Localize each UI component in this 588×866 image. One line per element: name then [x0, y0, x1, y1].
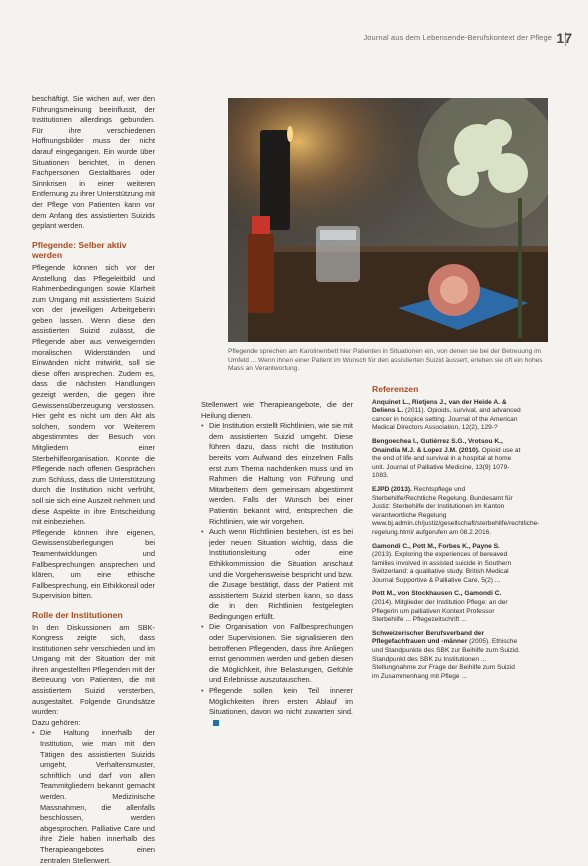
reference-entry: [372, 399, 522, 433]
reference-text: (2014). Mitglieder der Institution Pflege: an der Pflegerin um palliativen Kontext Professor Sterbehilfe ... Pflegezeitschrift ...: [372, 599, 508, 624]
references-heading: Referenzen: [372, 384, 419, 394]
running-header: [0, 30, 588, 48]
reference-text: (2013). Exploring the experiences of bereaved families involved in assisted suicide in Southern Switzerland: a qualitative study. British Medical Journal Supportive & Palliative Care, 5(2) ...: [372, 551, 512, 584]
reference-text: Rechtspflege und Sterbehilfe/Rechtliche Regelung. Bundesamt für Justiz: Sterbehilfe der Institutionen im Kanton verantwortliche Regelung www.bj.admin.ch/justiz/gesellschaft/sterbehilfe/rechtliche-regelung.html/ aufgerufen am 08.2.2016.: [372, 485, 540, 536]
intro-paragraph: beschäftigt. Sie wichen auf, wer den Führungsmeinung beeinflusst, der Institutionen allerdings gebunden. Für ihre verschiedenen Hoffnungsbilder muss der nicht darauf eingegangen. Ein wurde über Situationen berichtet, in denen Fachpersonen Gestaltbares oder Sinnkrisen in einer weiteren Entfernung zu ihrer Unterstützung mit der Pflege von Patienten kann vor dem Anfang des assistierten Suizids geplant werden.: [32, 94, 155, 231]
reference-entry: [372, 590, 522, 624]
page-number: 17: [556, 30, 572, 46]
text-column-left: [32, 94, 155, 866]
section-paragraph: Pflegende können ihre eigenen, Gewissensüberlegungen bei Teamentwicklungen und Fallbesprechungen ansprechen und klären, um eine ethische Fallbesprechung, ein Ethikkonsil oder Supervision bitten.: [32, 527, 155, 601]
section-heading-pflegende: Pflegende: Selber aktiv werden: [32, 239, 127, 261]
article-end-mark: [213, 720, 219, 726]
list-item: • Die Haltung innerhalb der Institution, wie man mit den Tätigen des assistierten Suizids umgeht, Verhaltensmuster, schriftlich und darf von allen Teammitgliedern bekannt gemacht werden. Medizinische Massnahmen, die allenfalls beschlossen, werden abgesprochen. Palliative Care und ihre Ziele haben innerhalb des Therapieangebotes einen zentralen Stellenwert.: [32, 728, 155, 866]
reference-entry: [372, 485, 540, 538]
list-item-text: Pflegende sollen kein Teil innerer Möglichkeiten ihren ersten Ablauf im Situationen, davon wo nicht zuwarten sind.: [209, 686, 353, 717]
reference-entry: [372, 438, 522, 481]
list-item: • Die Organisation von Fallbesprechungen oder Supervisionen. Sie signalisieren den betroffenen Pflegenden, dass ihre Anliegen ernst genommen werden und geben diesen die Möglichkeit, ihre Belastungen, Gefühle und Erlebnisse auszutauschen.: [201, 622, 353, 686]
section-paragraph: In den Diskussionen am SBK-Kongress zeigte sich, dass Institutionen sehr verschieden und im Umgang mit der Situation der mit ihren angestellten Pflegenden mit der Betreuung von Patienten, die mit assistiertem Suizid versterben, ausgestaltet. Folgende Grundsätze wurden:: [32, 622, 155, 717]
list-lead: Dazu gehören:: [32, 717, 81, 727]
reference-text: (2011). Opioids, survival, and advanced cancer in hospice setting. Journal of the American Medical Directors Association, 12(2), 129-?: [372, 407, 521, 432]
reference-authors: EJPD (2013).: [372, 485, 412, 493]
running-title: Journal aus dem Lebensende-Berufskontext der Pflege: [363, 33, 552, 42]
text-column-middle: [201, 400, 353, 728]
section-paragraph: Pflegende können sich vor der Anstellung das Pflegeleitbild und Rahmenbedingungen sowie Klarheit zum Umgang mit assistiertem Suizid von der jeweiligen Arbeitgeberin geben lassen. Wenn diese den assistierten Suizid zulässt, die Pflegende aber aus verweigernden moralischen Widerständen und Einwänden nicht mitwirkt, soll sie diese offen ansprechen. Zudem es, dass die nächsten Handlungen gezeigt werden, die gegen ihre Gewissensüberzeugung verstossen. Hier geht es nicht um den Akt als solchen, sondern vor Weiterem abgestimmtes der Besuch von Mitgliedern einer Sterbehilfeorganisation. Konnte die Pflegende nach offenen Gesprächen zum Schluss, dass die Unterstützung durch die Institution nicht verfrüht, soll sie sich eine Auszeit nehmen und diese Aspekte in ihre Entscheidung mit einbeziehen.: [32, 262, 155, 527]
reference-text: Opioid use at the end of life and survival in a hospital at home unit. Journal of Palliative Medicine, 13(9) 1079-1083.: [372, 446, 521, 480]
reference-authors: Bengoechea I., Gutiérrez S.G., Vrotsou K., Onaindia M.J. & Lopez J.M. (2010).: [372, 437, 503, 454]
photo-illustration: [228, 98, 548, 342]
reference-entry: [372, 543, 522, 586]
reference-text: (2005). Ethische und Standpunkte des SBK zur Beihilfe zum Suizid. Standpunkt des SBK zu Institutionen ... Stellungnahme zur Frage der Beihilfe zum Suizid im Zusammenhang mit Pflege ...: [372, 638, 520, 680]
bullet-list: [201, 421, 353, 728]
section-heading-institutionen: Rolle der Institutionen: [32, 609, 123, 620]
references-column: [372, 384, 540, 686]
reference-authors: Pott M., von Stockhausen C., Gamondi C.: [372, 590, 502, 598]
list-item: [201, 686, 353, 728]
feature-photo: [228, 98, 548, 342]
bullet-list: [32, 728, 155, 866]
reference-authors: Anquinet L., Rietjens J., van der Heide A. & Deliens L.: [372, 398, 507, 415]
reference-entry: [372, 630, 522, 682]
reference-authors: Schweizerischer Berufsverband der Pflegefachfrauen und -männer: [372, 629, 485, 646]
photo-caption: Pflegende sprechen am Karolinenbett hier Patienten in Situationen ein, von denen sie bei der Betreuung im Umfeld ... Wenn ihnen einer Patient im Wunsch für den assistierten Suizid äussert, erleben sie oft ein hohes Mass an Verantwortung.: [228, 348, 543, 373]
list-item: • Die Institution erstellt Richtlinien, wie sie mit dem assistierten Suizid umgeht. Diese führen dazu, dass nicht die Institution bereits vom Aufwand des einzelnen Falls erst zum Thema nachdenken muss und im Rahmen die Haltung von Führung und Mitarbeitern dem gemeinsam abgestimmt werden. Falls der Wunsch bei einer Patientin bekannt wird, entsprechen die Richtlinien, wie wir vorgehen.: [201, 421, 353, 527]
reference-authors: Gamondi C., Pott M., Forbes K., Payne S.: [372, 542, 500, 550]
list-item: • Auch wenn Richtlinien bestehen, ist es bei jeder neuen Situation wichtig, dass die Institutionsleitung oder eine Ethikkommission die Situation anschaut und die Vorgehensweise bespricht und bzw. die Zusage bestätigt, dass der Patient mit assistiertem Suizid sterben kann, so dass die in den Richtlinien festgelegten Bedingungen erfüllt.: [201, 527, 353, 622]
continued-paragraph: Stellenwert wie Therapieangebote, die der Heilung dienen.: [201, 400, 353, 420]
